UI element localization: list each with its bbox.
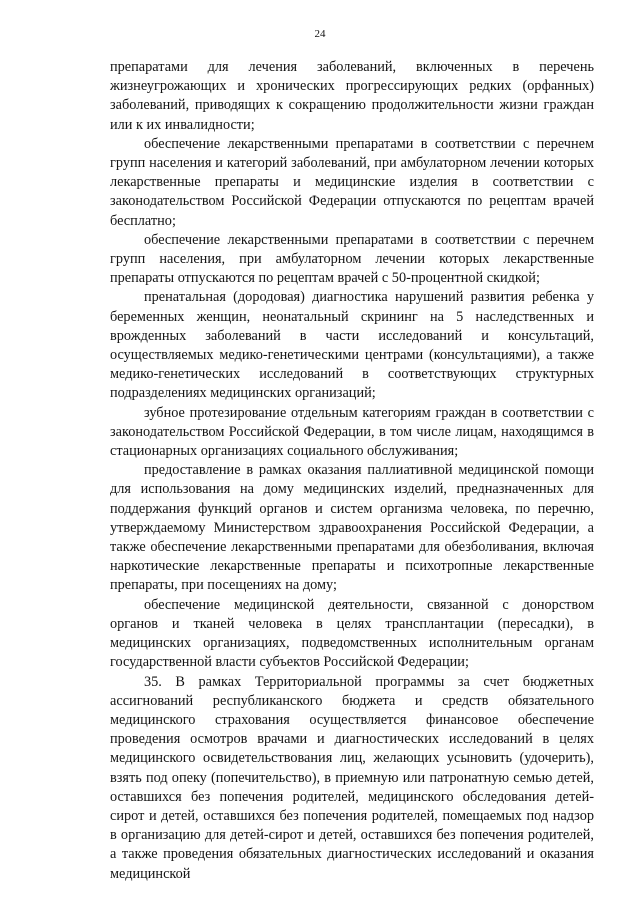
paragraph-free-drugs: обеспечение лекарственными препаратами в соответствии с перечнем групп населения и категорий заболеваний, при амбулаторном лечении которых лекарственные препараты и медицинские изделия в соответствии с законодательством Российской Федерации отпускаются по рецептам врачей бесплатно; [110,135,594,229]
paragraph-continued: препаратами для лечения заболеваний, включенных в перечень жизнеугрожающих и хронических прогрессирующих редких (орфанных) заболеваний, приводящих к сокращению продолжительности жизни граждан или к их инвалидности; [110,59,594,133]
paragraph-organ-donation: обеспечение медицинской деятельности, связанной с донорством органов и тканей человека в целях трансплантации (пересадки), в медицинских организациях, подведомственных исполнительным органам государственной власти субъектов Российской Федерации; [110,596,594,671]
paragraph-palliative-care: предоставление в рамках оказания паллиативной медицинской помощи для использования на дому медицинских изделий, предназначенных для поддержания функций органов и систем организма человека, по перечню, утверждаемому Министерством здравоохранения Российской Федерации, а также обеспечение лекарственными препаратами для обезболивания, включая наркотические лекарственные препараты и психотропные лекарственные препараты, при посещениях на дому; [110,462,594,594]
paragraph-dental-prosthetics: зубное протезирование отдельным категориям граждан в соответствии с законодательством Российской Федерации, в том числе лицам, находящимся в стационарных организациях социального обслуживания; [110,404,594,460]
page-number: 24 [314,28,326,40]
paragraph-item-35: 35. В рамках Территориальной программы за счет бюджетных ассигнований республиканского бюджета и средств обязательного медицинского страхования осуществляется финансовое обеспечение проведения осмотров врачами и диагностических исследований в целях медицинского освидетельствования лиц, желающих усыновить (удочерить), взять под опеку (попечительство), в приемную или патронатную семью детей, оставшихся без попечения родителей, медицинского обследования детей-сирот и детей, оставшихся без попечения родителей, помещаемых под надзор в организацию для детей-сирот и детей, оставшихся без попечения родителей, а также проведения обязательных диагностических исследований и оказания медицинской [110,673,594,882]
paragraph-discount-drugs: обеспечение лекарственными препаратами в соответствии с перечнем групп населения, при амбулаторном лечении которых лекарственные препараты отпускаются по рецептам врачей с 50-процентной скидкой; [110,231,594,287]
paragraph-prenatal-diagnostics: пренатальная (дородовая) диагностика нарушений развития ребенка у беременных женщин, неонатальный скрининг на 5 наследственных и врожденных заболеваний в части исследований и консультаций, осуществляемых медико-генетическими центрами (консультациями), а также медико-генетических исследований в соответствующих структурных подразделениях медицинских организаций; [110,289,594,402]
document-body [110,58,594,884]
